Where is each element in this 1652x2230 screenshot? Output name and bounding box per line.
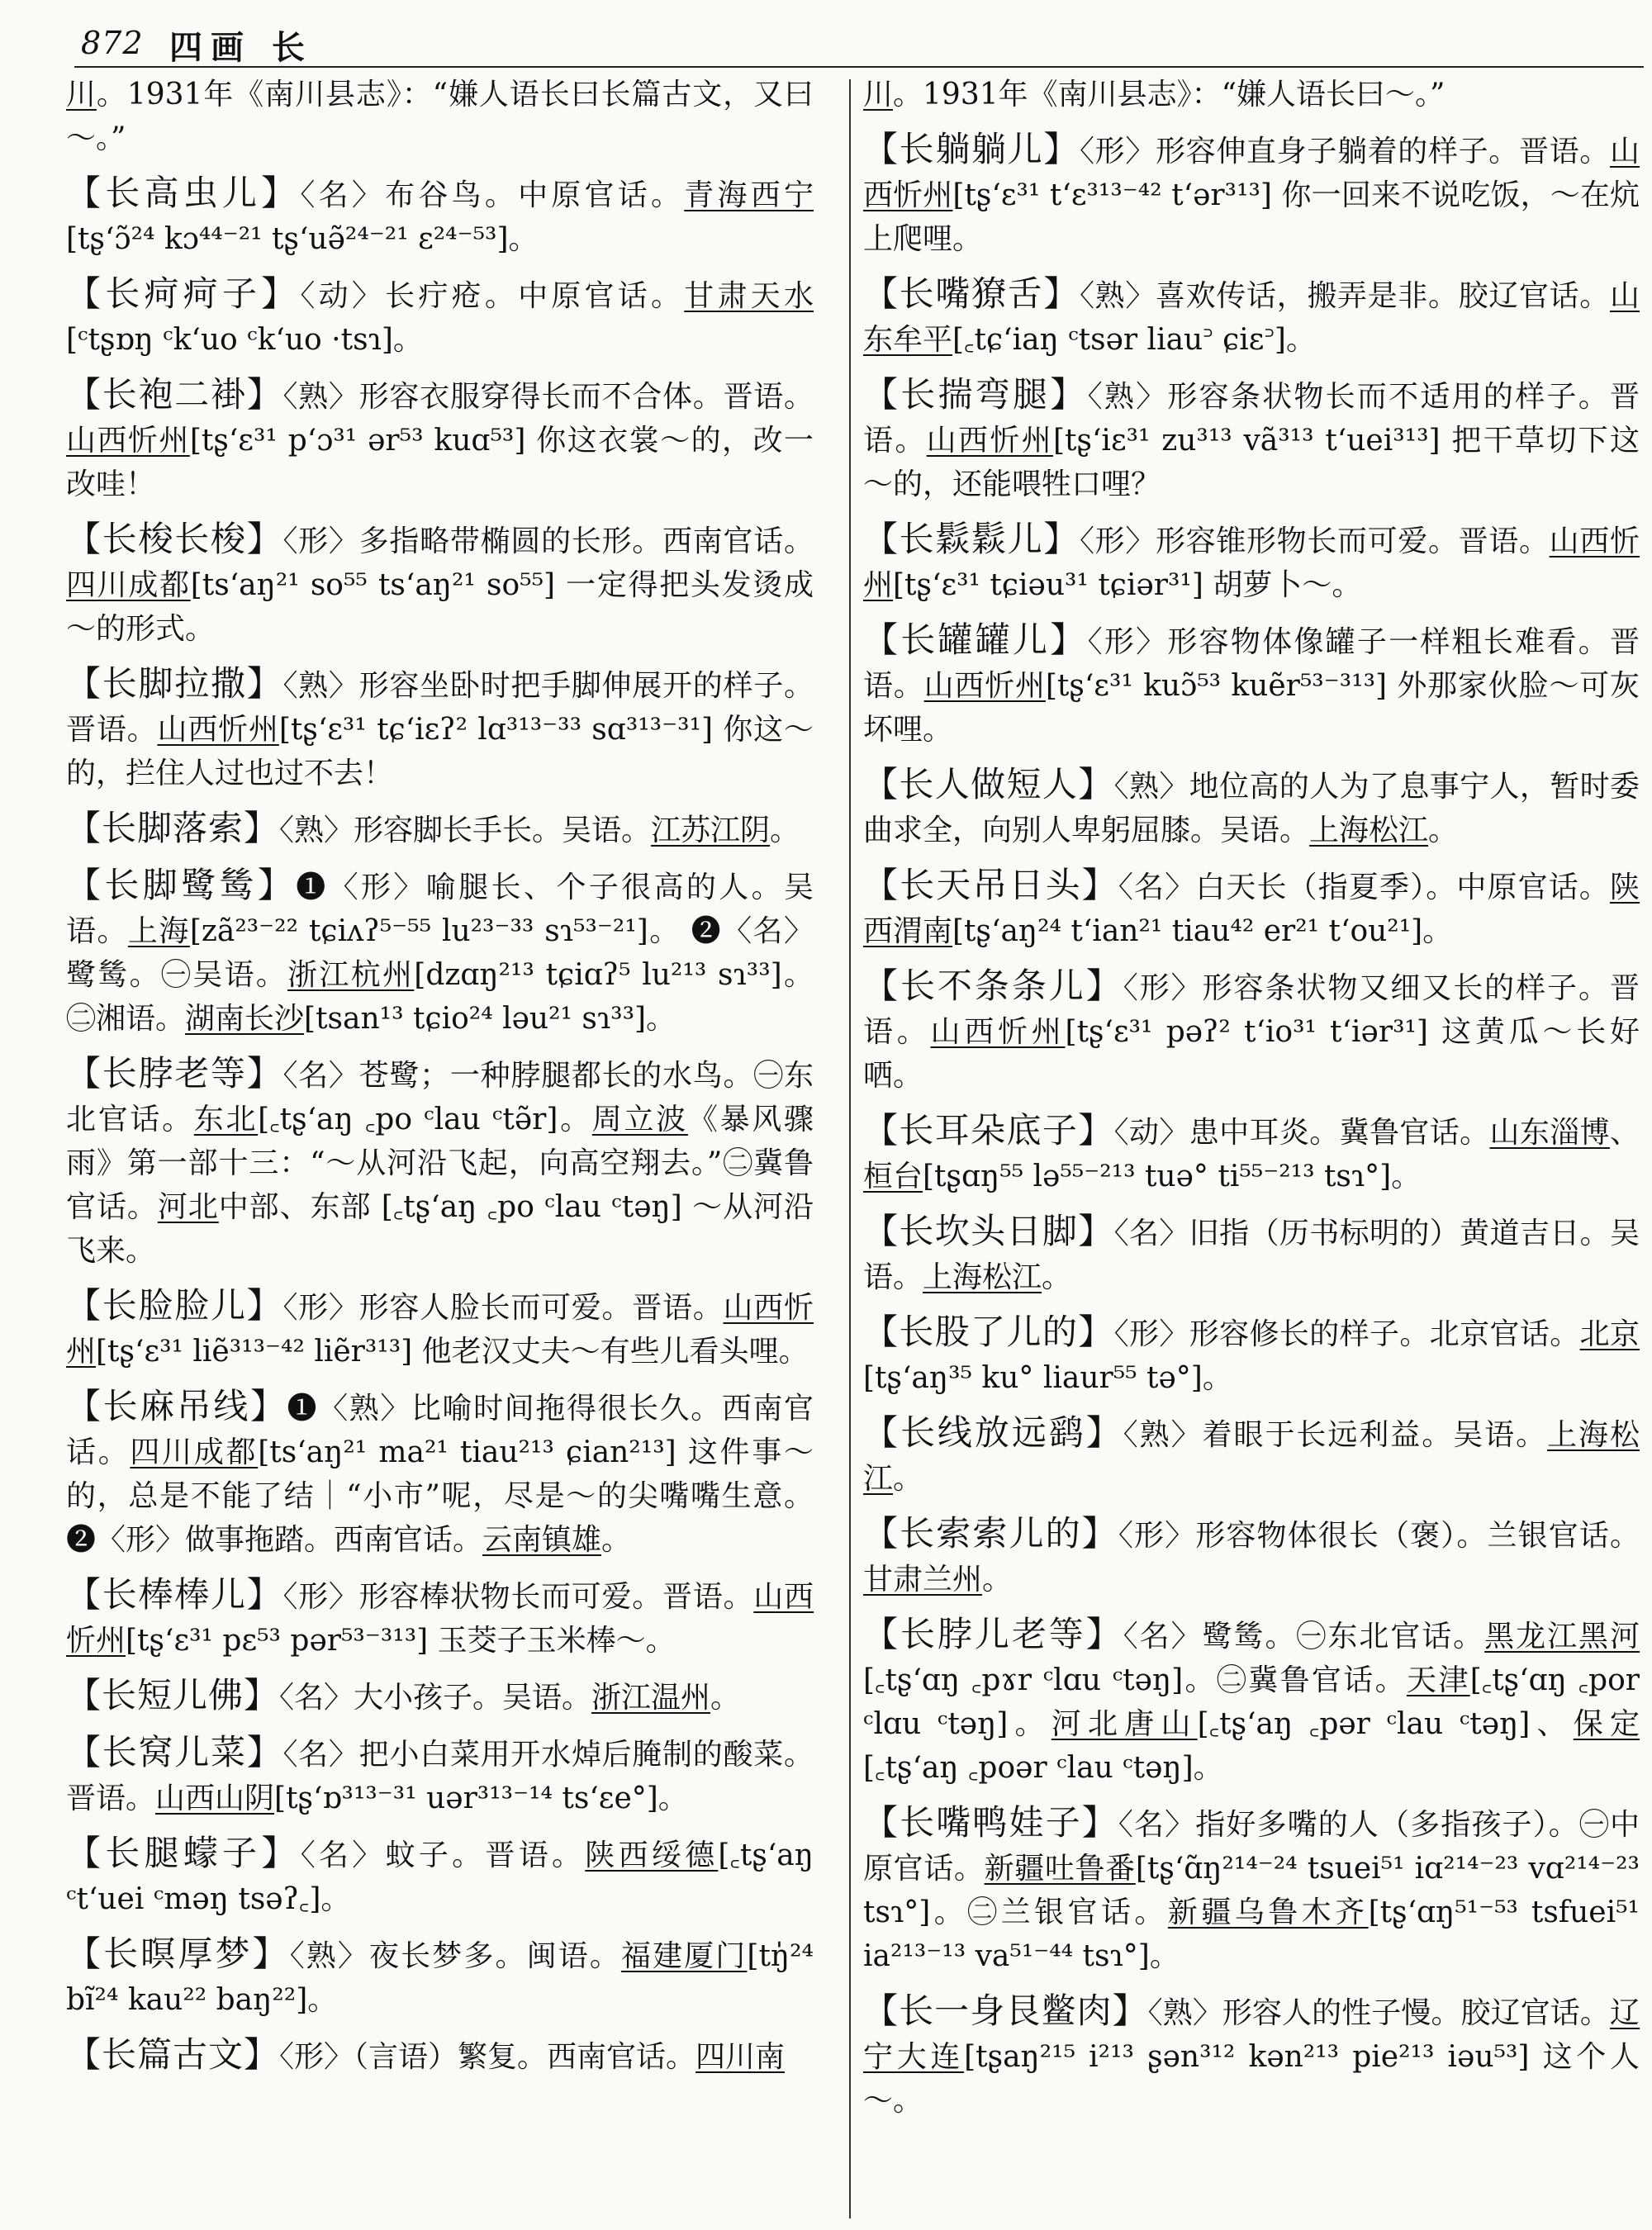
entry-text: 〈形〉形容伸直身子躺着的样子。晋语。 — [1080, 135, 1610, 168]
entry-headword: 【长脖儿老等】 — [863, 1614, 1123, 1654]
place-name: 山西山阴 — [155, 1782, 275, 1815]
place-name: 甘肃兰州 — [863, 1563, 983, 1597]
entry-headword: 【长不条条儿】 — [863, 966, 1123, 1006]
dictionary-entry — [863, 1209, 1640, 1299]
entry-text: [tʂʻɛ³¹ tɕiəu³¹ tɕiər³¹] 胡萝卜～。 — [893, 568, 1362, 602]
place-name: 北京 — [1579, 1317, 1640, 1351]
dictionary-entry — [66, 662, 814, 795]
place-name: 新疆乌鲁木齐 — [1167, 1896, 1369, 1929]
left-column — [66, 73, 814, 2090]
dictionary-entry — [863, 964, 1640, 1098]
place-name: 保定 — [1573, 1707, 1640, 1741]
dictionary-entry — [863, 1411, 1640, 1501]
entry-text: [꜀tɕʻiaŋ ᶜtsər liau꜄ ɕiɛ꜄]。 — [952, 323, 1316, 357]
entry-text: 〈名〉白天长（指夏季）。中原官话。 — [1118, 871, 1610, 904]
dictionary-entry — [66, 2033, 814, 2079]
dictionary-entry — [66, 1730, 814, 1820]
dictionary-entry — [863, 1801, 1640, 1978]
place-name: 浙江杭州 — [287, 958, 415, 992]
page-header — [74, 18, 1644, 66]
entry-text: 〈名〉大小孩子。吴语。 — [279, 1681, 592, 1715]
entry-headword: 【长线放远鹞】 — [863, 1412, 1123, 1453]
entry-headword: 【长脖老等】 — [66, 1053, 283, 1094]
dictionary-entry — [863, 618, 1640, 752]
dictionary-entry — [66, 863, 814, 1041]
place-name: 山西忻州 — [66, 1291, 814, 1369]
entry-text: 〈动〉患中耳炎。冀鲁官话。 — [1113, 1116, 1490, 1150]
entry-text: 〈名〉布谷鸟。中原官话。 — [300, 178, 685, 212]
entry-text: 。 — [1042, 1260, 1072, 1294]
entry-headword: 【长一身艮鳖肉】 — [863, 1990, 1148, 2031]
entry-text: 〈熟〉地位高的人为了息事宁人，暂时委曲求全，向别人卑躬屈膝。吴语。 — [863, 770, 1640, 847]
entry-headword: 【长短儿佛】 — [66, 1675, 280, 1715]
entry-text: 〈名〉把小白菜用开水焯后腌制的酸菜。晋语。 — [66, 1738, 814, 1815]
place-name: 周立波 — [591, 1103, 688, 1136]
dictionary-entry — [66, 1283, 814, 1374]
place-name: 山西忻州 — [926, 424, 1053, 458]
entry-headword: 【长脚鹭鸶】 — [66, 865, 297, 905]
entry-headword: 【长腿蠓子】 — [66, 1833, 301, 1873]
entry-text: 。1931年《南川县志》：“嫌人语长曰长篇古文，又曰～。” — [66, 78, 814, 155]
entry-text: [tʂʻɛ³¹ pɛ⁵³ pər⁵³⁻³¹³] 玉茭子玉米棒～。 — [126, 1624, 676, 1658]
dictionary-entry — [66, 171, 814, 261]
place-name: 四川成都 — [130, 1435, 259, 1469]
entry-text: [tŋ̍²⁴ bĩ²⁴ kau²² baŋ²²]。 — [66, 1939, 814, 2017]
entry-text: 《暴风骤雨》第一部十三：“～从河沿飞起，向高空翔去。”㊁冀鲁官话。 — [66, 1103, 814, 1224]
entry-continuation — [863, 73, 1640, 116]
entry-text: [tʂʻɛ³¹ liẽ³¹³⁻⁴² liẽr³¹³] 他老汉丈夫～有些儿看头哩。 — [96, 1335, 809, 1369]
entry-headword: 【长躺躺儿】 — [863, 129, 1080, 169]
place-name: 福建厦门 — [620, 1939, 748, 1973]
place-name: 山西忻州 — [157, 713, 279, 747]
entry-text: 。 — [770, 814, 800, 847]
entry-headword: 【长疴疴子】 — [66, 273, 301, 314]
dictionary-entry — [863, 762, 1640, 852]
place-name: 东北 — [193, 1103, 259, 1136]
right-column — [863, 73, 1640, 2133]
entry-text: 、 — [1609, 1116, 1640, 1150]
entry-text: [tsʻaŋ²¹ ma²¹ tiau²¹³ ɕian²¹³] 这件事～的，总是不能了结｜“小市”呢，尽是～的尖嘴嘴生意。 ❷〈形〉做事拖踏。西南官话。 — [66, 1435, 814, 1557]
dictionary-entry — [863, 1310, 1640, 1400]
entry-text: [tʂʻɛ³¹ pəʔ² tʻio³¹ tʻiər³¹] 这黄瓜～长好哂。 — [863, 1015, 1640, 1093]
place-name: 青海西宁 — [684, 178, 814, 212]
place-name: 川 — [863, 78, 894, 112]
dictionary-entry — [66, 517, 814, 651]
dictionary-entry — [66, 1051, 814, 1273]
dictionary-entry — [863, 1989, 1640, 2123]
dictionary-entry — [863, 1612, 1640, 1790]
entry-headword: 【长嘴鸭娃子】 — [863, 1802, 1118, 1843]
dictionary-entry — [863, 1108, 1640, 1198]
entry-text: 。 — [1428, 814, 1459, 847]
entry-text: ❶〈熟〉比喻时间拖得很长久。西南官话。 — [66, 1392, 814, 1469]
place-name: 山西忻州 — [66, 1580, 814, 1658]
entry-text: 〈熟〉着眼于长远利益。吴语。 — [1123, 1418, 1548, 1452]
entry-text: 〈熟〉形容条状物长而不适用的样子。晋语。 — [863, 380, 1640, 458]
entry-headword: 【长袍二褂】 — [66, 374, 283, 415]
entry-headword: 【长窝儿菜】 — [66, 1732, 283, 1772]
entry-headword: 【长耳朵底子】 — [863, 1110, 1114, 1151]
entry-headword: 【长脸脸儿】 — [66, 1285, 283, 1326]
entry-text: [tsan¹³ tɕio²⁴ ləu²¹ sɿ³³]。 — [304, 1002, 676, 1036]
dictionary-entry — [863, 1511, 1640, 1601]
entry-text: 。 — [710, 1681, 741, 1715]
entry-text: 〈形〉形容人脸长而可爱。晋语。 — [282, 1291, 724, 1325]
entry-text: [tʂʻaŋ³⁵ ku° liaur⁵⁵ tə°]。 — [863, 1361, 1232, 1395]
place-name: 上海松江 — [863, 1418, 1640, 1496]
place-name: 桓台 — [863, 1160, 923, 1193]
entry-text: [tʂaŋ²¹⁵ i²¹³ ʂən³¹² kən²¹³ pie²¹³ iəu⁵³] 这个人～。 — [863, 2040, 1640, 2118]
place-name: 河北唐山 — [1051, 1707, 1198, 1741]
entry-text: 〈名〉蚊子。晋语。 — [300, 1839, 586, 1872]
place-name: 河北 — [157, 1190, 219, 1224]
entry-headword: 【长坎头日脚】 — [863, 1211, 1114, 1251]
place-name: 上海 — [127, 914, 190, 948]
entry-text: [tʂʻaŋ²⁴ tʻian²¹ tiau⁴² er²¹ tʻou²¹]。 — [952, 914, 1453, 948]
entry-text: 〈形〉形容条状物又细又长的样子。晋语。 — [863, 971, 1640, 1049]
place-name: 陕西绥德 — [585, 1839, 719, 1872]
entry-headword: 【长脚拉撒】 — [66, 663, 283, 704]
entry-text: 。 — [982, 1563, 1013, 1597]
dictionary-entry — [863, 272, 1640, 362]
entry-text: [tʂʻɛ³¹ tɕʻiɛʔ² lɑ³¹³⁻³³ sɑ³¹³⁻³¹] 你这～的，拦住人过也过不去！ — [66, 713, 814, 790]
entry-text: 〈熟〉夜长梦多。闽语。 — [289, 1939, 621, 1973]
place-name: 山东牟平 — [863, 279, 1640, 357]
dictionary-entry — [66, 272, 814, 362]
entry-text: [꜀tʂʻɑŋ ꜀pɤr ᶜlɑu ᶜtəŋ]。㊁冀鲁官话。 — [863, 1663, 1407, 1697]
entry-headword: 【长股了儿的】 — [863, 1312, 1114, 1352]
running-head: 四画 长 — [169, 29, 313, 67]
header-rule — [74, 66, 1644, 68]
place-name: 山东淄博 — [1489, 1116, 1610, 1150]
entry-text: [꜀tʂʻaŋ ꜀pər ᶜlau ᶜtəŋ]、 — [1197, 1707, 1574, 1741]
entry-text: [tʂʻɛ³¹ pʻɔ³¹ ər⁵³ kuɑ⁵³] 你这衣裳～的，改一改哇！ — [66, 424, 814, 501]
column-divider — [849, 79, 851, 2218]
dictionary-entry — [863, 127, 1640, 261]
entry-headword: 【长篇古文】 — [66, 2034, 280, 2075]
entry-text: ❶〈形〉喻腿长、个子很高的人。吴语。 — [66, 871, 814, 948]
place-name: 浙江温州 — [591, 1681, 711, 1715]
entry-headword: 【长棒棒儿】 — [66, 1574, 283, 1615]
entry-text: 〈名〉旧指（历书标明的）黄道吉日。吴语。 — [863, 1217, 1640, 1294]
dictionary-entry — [863, 372, 1640, 506]
place-name: 陕西渭南 — [863, 871, 1640, 948]
entry-text: [tʂʻɔ̃²⁴ kɔ⁴⁴⁻²¹ tʂʻuə̃²⁴⁻²¹ ɛ²⁴⁻⁵³]。 — [66, 222, 539, 256]
entry-text: [tʂɑŋ⁵⁵ lə⁵⁵⁻²¹³ tuə° ti⁵⁵⁻²¹³ tsɿ°]。 — [923, 1160, 1422, 1193]
place-name: 辽宁大连 — [863, 1996, 1640, 2074]
place-name: 山西忻州 — [923, 669, 1046, 703]
entry-headword: 【长嘴獠舌】 — [863, 273, 1080, 314]
dictionary-entry — [66, 372, 814, 506]
entry-text: 〈熟〉形容衣服穿得长而不合体。晋语。 — [282, 380, 814, 414]
place-name: 山西忻州 — [930, 1015, 1066, 1049]
place-name: 黑龙江黑河 — [1484, 1620, 1640, 1654]
dictionary-entry — [863, 517, 1640, 607]
place-name: 湖南长沙 — [185, 1002, 305, 1036]
entry-headword: 【长罐罐儿】 — [863, 619, 1088, 660]
entry-text: [꜀tʂʻɑŋ ꜀por ᶜlɑu ᶜtəŋ]。 — [863, 1663, 1640, 1741]
dictionary-entry — [66, 1673, 814, 1720]
dictionary-entry — [66, 1384, 814, 1562]
dictionary-entry — [66, 806, 814, 852]
place-name: 四川成都 — [66, 568, 191, 602]
entry-headword: 【长揣弯腿】 — [863, 374, 1088, 415]
place-name: 山西忻州 — [66, 424, 190, 458]
place-name: 川 — [66, 78, 97, 112]
entry-text: 〈熟〉形容脚长手长。吴语。 — [279, 814, 652, 847]
entry-text: 〈形〉形容物体很长（褒）。兰银官话。 — [1118, 1519, 1640, 1553]
place-name: 四川南 — [695, 2040, 786, 2074]
dictionary-entry — [863, 863, 1640, 953]
entry-text: 。 — [893, 1462, 923, 1496]
place-name: 上海松江 — [1309, 814, 1429, 847]
entry-text: 〈形〉形容物体像罐子一样粗长难看。晋语。 — [863, 625, 1640, 703]
dictionary-entry — [66, 1932, 814, 2022]
entry-text: 〈形〉（言语）繁复。西南官话。 — [279, 2040, 696, 2074]
entry-headword: 【长索索儿的】 — [863, 1513, 1118, 1554]
place-name: 天津 — [1406, 1663, 1470, 1697]
entry-text: [tsʻaŋ²¹ so⁵⁵ tsʻaŋ²¹ so⁵⁵] 一定得把头发烫成～的形式。 — [66, 568, 814, 646]
entry-text: 。 — [601, 1523, 632, 1557]
place-name: 山西忻州 — [863, 135, 1640, 212]
place-name: 上海松江 — [923, 1260, 1042, 1294]
entry-text: 〈形〉多指略带椭圆的长形。西南官话。 — [282, 524, 814, 558]
entry-text: 〈形〉形容修长的样子。北京官话。 — [1113, 1317, 1580, 1351]
place-name: 山西忻州 — [863, 524, 1640, 602]
entry-headword: 【长鬏鬏儿】 — [863, 519, 1080, 559]
entry-headword: 【长麻吊线】 — [66, 1386, 287, 1426]
entry-text: [tʂʻɑŋ⁵¹⁻⁵³ tsfuei⁵¹ ia²¹³⁻¹³ va⁵¹⁻⁴⁴ tsɿ°]。 — [863, 1896, 1640, 1973]
place-name: 新疆吐鲁番 — [984, 1852, 1136, 1886]
entry-text: [꜀tʂʻaŋ ᶜtʻuei ᶜməŋ tsəʔ꜀]。 — [66, 1839, 814, 1916]
entry-text: [zã²³⁻²² tɕiʌʔ⁵⁻⁵⁵ lu²³⁻³³ sɿ⁵³⁻²¹]。 ❷〈名〉鹭鸶。㊀吴语。 — [66, 914, 814, 992]
place-name: 江苏江阴 — [651, 814, 771, 847]
place-name: 甘肃天水 — [684, 279, 814, 313]
page-number: 872 — [81, 25, 144, 61]
entry-headword: 【长人做短人】 — [863, 764, 1114, 804]
entry-text: 〈熟〉形容人的性子慢。胶辽官话。 — [1147, 1996, 1610, 2030]
entry-headword: 【长脚落索】 — [66, 808, 280, 848]
entry-headword: 【长天吊日头】 — [863, 865, 1118, 905]
dictionary-entry — [66, 1573, 814, 1663]
entry-text: [tʂʻiɛ³¹ zu³¹³ vã³¹³ tʻuei³¹³] 把干草切下这～的，还能喂牲口哩？ — [863, 424, 1640, 501]
entry-text: 〈熟〉形容坐卧时把手脚伸展开的样子。晋语。 — [66, 669, 814, 747]
dictionary-entry — [66, 1831, 814, 1921]
entry-text: [tʂʻɛ³¹ kuɔ̃⁵³ kuẽr⁵³⁻³¹³] 外那家伙脸～可灰坏哩。 — [863, 669, 1640, 747]
entry-text: 〈名〉指好多嘴的人（多指孩子）。㊀中原官话。 — [863, 1808, 1640, 1886]
entry-text: 〈动〉长疔疮。中原官话。 — [300, 279, 685, 313]
entry-text: [ᶜtʂɒŋ ᶜkʻuo ᶜkʻuo ·tsɿ]。 — [66, 323, 423, 357]
entry-text: 中部、东部 [꜀tʂʻaŋ ꜀po ᶜlau ᶜtəŋ] ～从河沿飞来。 — [66, 1190, 814, 1268]
entry-text: 。1931年《南川县志》：“嫌人语长曰～。” — [893, 78, 1446, 112]
entry-text: [tʂʻɑ̃ŋ²¹⁴⁻²⁴ tsuei⁵¹ iɑ²¹⁴⁻²³ vɑ²¹⁴⁻²³ tsɿ°]。㊁兰银官话。 — [863, 1852, 1640, 1929]
entry-text: [꜀tʂʻaŋ ꜀poər ᶜlau ᶜtəŋ]。 — [863, 1751, 1223, 1785]
place-name: 云南镇雄 — [482, 1523, 602, 1557]
entry-headword: 【长梭长梭】 — [66, 519, 283, 559]
entry-text: [dzɑŋ²¹³ tɕiɑʔ⁵ lu²¹³ sɿ³³]。㊁湘语。 — [66, 958, 814, 1036]
entry-continuation — [66, 73, 814, 160]
entry-text: 〈形〉形容锥形物长而可爱。晋语。 — [1080, 524, 1550, 558]
entry-text: 〈熟〉喜欢传话，搬弄是非。胶辽官话。 — [1080, 279, 1610, 313]
entry-headword: 【长暝厚梦】 — [66, 1933, 290, 1974]
entry-text: [tʂʻɒ³¹³⁻³¹ uər³¹³⁻¹⁴ tsʻɛe°]。 — [274, 1782, 688, 1815]
entry-text: 〈名〉苍鹭；一种脖腿都长的水鸟。㊀东北官话。 — [66, 1059, 814, 1136]
entry-text: [꜀tʂʻaŋ ꜀po ᶜlau ᶜtə̃r]。 — [258, 1103, 592, 1136]
entry-text: 〈名〉鹭鸶。㊀东北官话。 — [1123, 1620, 1485, 1654]
entry-headword: 【长高虫儿】 — [66, 173, 301, 213]
entry-text: 〈形〉形容棒状物长而可爱。晋语。 — [282, 1580, 754, 1614]
entry-text: [tʂʻɛ³¹ tʻɛ³¹³⁻⁴² tʻər³¹³] 你一回来不说吃饭，～在炕上爬哩。 — [863, 178, 1640, 256]
